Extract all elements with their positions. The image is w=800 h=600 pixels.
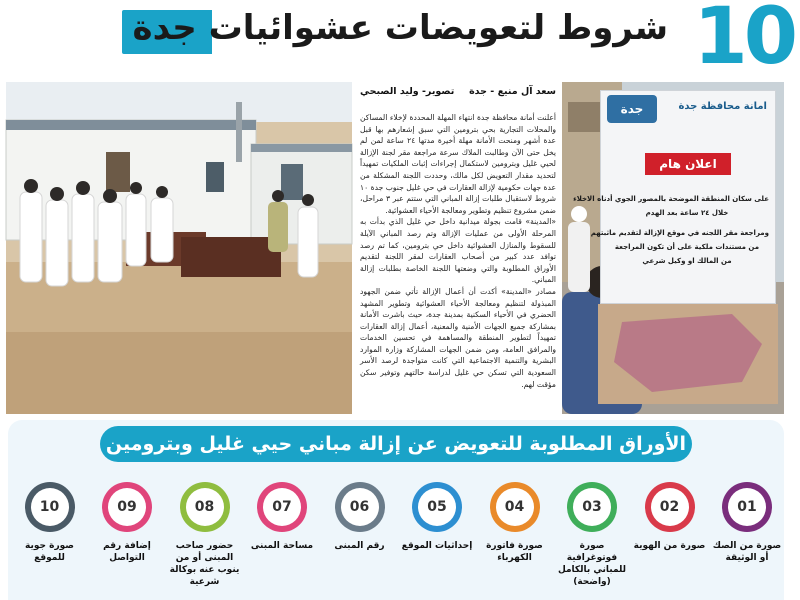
requirement-number-ring <box>412 482 462 532</box>
requirement-item <box>557 478 627 598</box>
announcement-sign <box>573 90 776 304</box>
requirement-label: إحداثيات الموقع <box>401 541 473 551</box>
page-number-badge: 10 <box>693 0 794 82</box>
requirement-item <box>170 478 240 598</box>
requirement-item <box>480 478 550 598</box>
requirement-label: صورة من الصك أو الوثيقة <box>712 541 782 563</box>
requirement-number: 03 <box>582 499 602 515</box>
sign-line: على سكان المنطقة الموضحة بالمصور الجوي أدناه الاخلاء <box>573 195 769 203</box>
requirement-number: 06 <box>349 499 370 515</box>
requirements-title-bar <box>100 426 692 462</box>
photo-announcement-sign <box>562 82 784 414</box>
requirement-number-ring <box>335 482 385 532</box>
article-paragraph: أعلنت أمانة محافظة جدة انتهاء المهلة المحددة لإخلاء المساكن والمحلات التجارية بحي بترومين التي سبق إشعارهم بها قبل عدة أشهر ومنحت الأمانة مهلة أخيرة مدتها ٢٤ ساعة لمن لم يخل حتى الآن وطالبت الملاك سرعة مراجعة مقر لجنة الإزالة لحيي غليل وبترومين لاستكمال إجراءات إثبات الملكيات تمهيداً لتحديد مقدار التعويض لكل مالك، وحددت اللجنة المشكلة من عدة جهات حكومية لإزالة العقارات في حي غليل جنوب جدة ١٠ شروط لاستقبال طلبات إزالة المباني التي ستتم عبر ٣ مراحل، ضمن مشروع تنظيم وتطوير ومعالجة الأحياء العشوائية. <box>360 113 556 215</box>
requirement-number-ring <box>25 482 75 532</box>
requirement-label: مساحة المبنى <box>250 541 314 551</box>
requirement-label: صورة جوية للموقع <box>25 541 74 563</box>
sign-line: من مستندات ملكية على أن تكون المراجعة <box>614 243 760 251</box>
requirement-number: 04 <box>504 499 525 515</box>
requirement-item <box>15 478 85 598</box>
requirement-number: 05 <box>427 499 447 515</box>
requirement-item <box>247 478 317 598</box>
sign-organization: امانة محافظة جدة <box>678 101 767 112</box>
requirement-label: صورة من الهوية <box>633 541 706 551</box>
requirement-number: 09 <box>117 499 137 515</box>
requirement-number-ring <box>645 482 695 532</box>
reporter-name: سعد آل منيع - جدة <box>469 86 556 97</box>
requirement-number-ring <box>722 482 772 532</box>
requirement-item <box>402 478 472 598</box>
requirement-number-ring <box>102 482 152 532</box>
requirements-title: الأوراق المطلوبة للتعويض عن إزالة مباني حيي غليل وبترومين <box>105 433 687 455</box>
requirements-section <box>8 420 784 600</box>
photographer-credit: تصوير- وليد الصبحي <box>360 86 455 97</box>
requirement-item <box>712 478 782 598</box>
news-article <box>360 84 556 414</box>
sign-line: ومراجعة مقر اللجنه في موقع الإزالة لتقديم ماثبتهم <box>590 229 769 237</box>
article-paragraph: مصادر «المدينة» أكدت أن أعمال الإزالة تأتي ضمن الجهود المبذولة لتنظيم ومعالجة الأحياء العشوائية وتطوير المشهد الحضري في الأحياء السكنية بمدينة جدة، حيث باشرت الأمانة بمشاركة جميع الجهات الأمنية والمعنية، أعمال إزالة العقارات تمهيداً لتطوير المنطقة والمساهمة في تحسين الخدمات والمرافق العامة، ومن ضمن الجهات المشاركة وزارة الموارد البشرية والتنمية الاجتماعية التي كانت متواجدة لرصد الأسر السعودية التي تسكن حي غليل لدراسة حالتهم وتوفير سكن مؤقت لهم. <box>360 286 556 389</box>
requirement-item <box>92 478 162 598</box>
requirement-number-ring <box>257 482 307 532</box>
requirement-number: 08 <box>194 499 215 515</box>
requirement-number: 01 <box>737 499 757 515</box>
requirement-item <box>325 478 395 598</box>
page-headline: شروط لتعويضات عشوائيات جدة <box>132 8 668 48</box>
requirement-number-ring <box>567 482 617 532</box>
requirement-number: 07 <box>272 499 292 515</box>
requirement-number: 02 <box>659 499 680 515</box>
requirement-label: حضور صاحب المبنى أو من ينوب عنه بوكالة شرعية <box>169 541 240 587</box>
sign-line: من المالك او وكيل شرعي <box>642 257 732 265</box>
article-byline <box>360 84 556 102</box>
requirement-number: 10 <box>39 499 60 515</box>
sign-line: خلال ٢٤ ساعة بعد الهدم <box>645 209 729 217</box>
requirement-label: رقم المبنى <box>334 541 385 551</box>
requirement-label: إضافة رقم التواصل <box>103 541 151 563</box>
requirement-item <box>635 478 705 598</box>
requirement-number-ring <box>490 482 540 532</box>
crowd-photo-illustration <box>6 82 352 414</box>
requirement-label: صورة فاتورة الكهرباء <box>486 541 543 563</box>
requirement-number-ring <box>180 482 230 532</box>
article-paragraph: «المدينة» قامت بجولة ميدانية داخل حي غليل الذي بدأت به المرحلة الأولى من عمليات الإزالة وتم رصد المباني الآيلة للسقوط والمنازل العشوائية داخل حي بترومين، كما تم رصد توافد عدد كبير من أصحاب العقارات لمقر اللجنة لتقديم الأوراق المطلوبة والتي وضعتها اللجنة الخاصة بطلبات إزالة المباني. <box>360 217 556 285</box>
sign-banner: اعلان هام <box>645 153 731 175</box>
photo-crowd-at-office <box>6 82 352 414</box>
article-body <box>360 112 556 390</box>
jeddah-logo: جدة <box>607 95 657 123</box>
page-header <box>0 0 800 80</box>
requirement-label: صورة فوتوغرافية للمباني بالكامل (واضحة) <box>557 541 627 587</box>
